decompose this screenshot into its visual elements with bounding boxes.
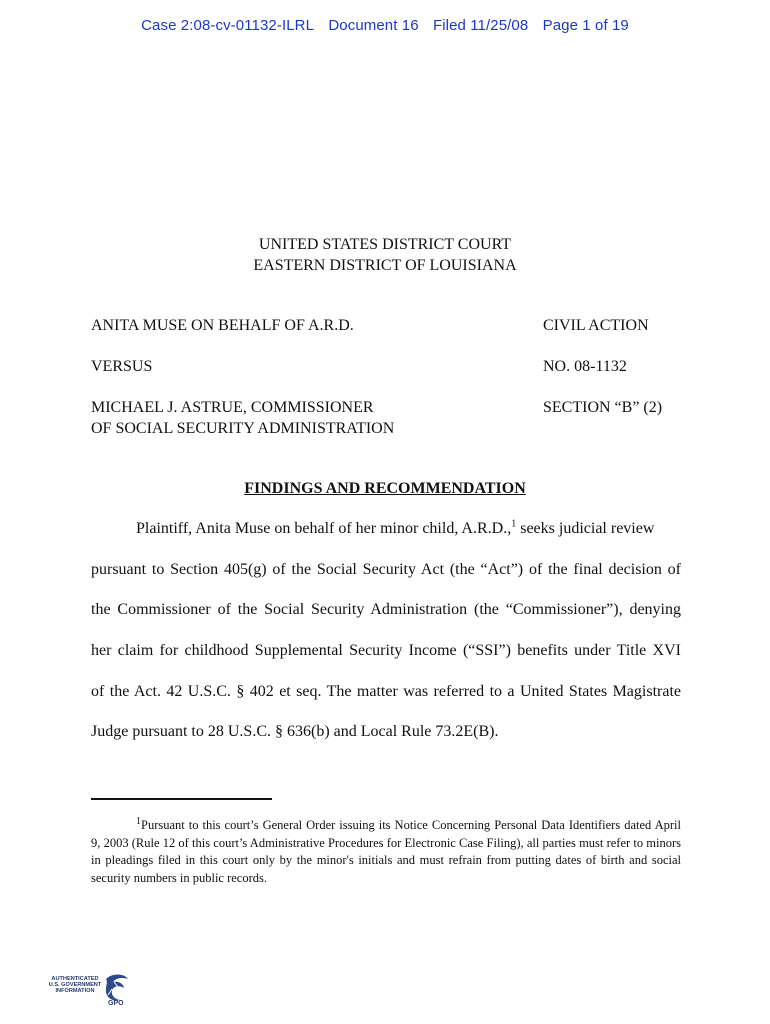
court-district: EASTERN DISTRICT OF LOUISIANA [253, 257, 517, 274]
body-line-1 [136, 520, 681, 538]
page-indicator: Page 1 of 19 [542, 17, 629, 34]
body-line-2: pursuant to Section 405(g) of the Social Security Act (the “Act”) of the final decision of [91, 561, 681, 578]
document-number: Document 16 [328, 17, 419, 34]
document-title: FINDINGS AND RECOMMENDATION [244, 480, 526, 497]
gpo-mark: GPO [108, 1000, 124, 1007]
eagle-icon [102, 973, 130, 1003]
case-number: Case 2:08-cv-01132-ILRL [141, 17, 315, 34]
defendant-line-1: MICHAEL J. ASTRUE, COMMISSIONER [91, 399, 374, 416]
body-line-3: the Commissioner of the Social Security Administration (the “Commissioner”), denying [91, 601, 681, 618]
caption-plaintiff: ANITA MUSE ON BEHALF OF A.R.D. [91, 317, 354, 334]
footnote-reference: 1 [511, 518, 517, 530]
gpo-logo-text [44, 976, 106, 995]
footnote-separator [91, 798, 272, 800]
body-line-1-text: Plaintiff, Anita Muse on behalf of her minor child, A.R.D., [136, 520, 512, 537]
footnote-text: Pursuant to this court’s General Order issuing its Notice Concerning Personal Data Identifiers dated April 9, 2003 (Rule 12 of this court’s Administrative Procedures for Electronic Case Filing), all parties must refer to minors in pleadings filed in this court only by the minor's initials and must refrain from putting dates of birth and social security numbers in public records. [91, 818, 681, 885]
body-line-4: her claim for childhood Supplemental Security Income (“SSI”) benefits under Title XVI [91, 642, 681, 659]
gpo-line-2: U.S. GOVERNMENT [48, 982, 102, 989]
filed-date: Filed 11/25/08 [432, 17, 529, 34]
gpo-line-1: AUTHENTICATED [51, 976, 99, 982]
case-section: SECTION “B” (2) [543, 399, 663, 416]
defendant-line-2: OF SOCIAL SECURITY ADMINISTRATION [91, 420, 395, 437]
civil-action-label: CIVIL ACTION [543, 317, 649, 334]
ecf-header-stamp [0, 17, 770, 34]
body-line-5: of the Act. 42 U.S.C. § 402 et seq. The matter was referred to a United States Magistrate [91, 683, 681, 700]
gpo-authentication-logo [44, 973, 130, 1009]
case-docket-number: NO. 08-1132 [543, 358, 627, 375]
body-line-6: Judge pursuant to 28 U.S.C. § 636(b) and Local Rule 73.2E(B). [91, 723, 499, 740]
footnote [91, 817, 681, 887]
footnote-marker: 1 [136, 815, 141, 827]
gpo-line-3: INFORMATION [55, 988, 95, 995]
caption-versus: VERSUS [91, 358, 153, 375]
caption-defendant [91, 397, 394, 439]
body-line-1-rest: seeks judicial review [516, 520, 655, 537]
court-name: UNITED STATES DISTRICT COURT [258, 236, 512, 253]
court-heading [0, 234, 770, 276]
